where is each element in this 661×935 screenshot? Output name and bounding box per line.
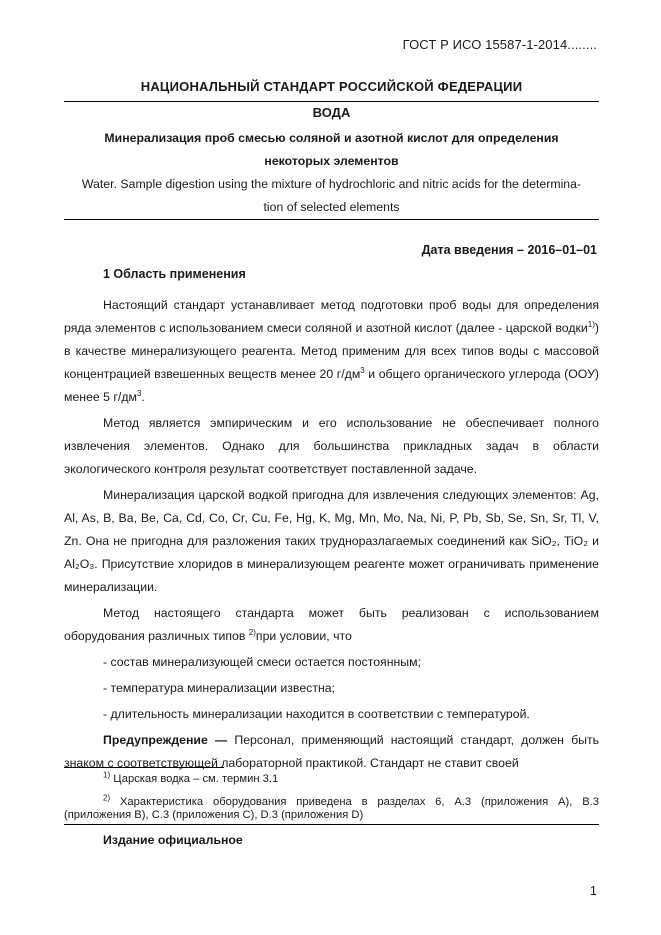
footnote-1 — [64, 770, 599, 786]
paragraph-text: ) в качестве минерализующего реагента. Метод применим для всех типов воды с массовой концентрацией взвешенных веществ менее 20 г/дм — [64, 321, 599, 381]
subtitle-en-line-1: Water. Sample digestion using the mixture of hydrochloric and nitric acids for the determina- — [81, 177, 582, 191]
paragraph-elements: Минерализация царской водкой пригодна для извлечения следующих элементов: Ag, Al, As, B, Ba, Be, Ca, Cd, Co, Cr, Cu, Fe, Hg, K, Mg, Mn, Mo, Na, Ni, P, Pb, Sb, Se, Sn, Sr, Tl, V, Zn. Она не пригодна для разложения таких трудноразлагаемых соединений как SiO₂, TiO₂ и Al₂O₃. Присутствие хлоридов в минерализующем реагенте может ограничивать применение минерализации. — [64, 488, 599, 594]
subtitle-ru-line-2: некоторых элементов — [264, 154, 399, 168]
warning-label: Предупреждение — [103, 733, 208, 747]
document-subtitle-en — [64, 173, 599, 219]
list-item: - температура минерализации известна; — [103, 681, 335, 695]
paragraph-text: и общего органического углерода (ООУ) менее 5 г/дм — [64, 367, 599, 404]
footnote-ref-1: 1) — [587, 319, 595, 329]
paragraph-method-empirical: Метод является эмпирическим и его использование не обеспечивает полного извлечения элементов. Однако для большинства прикладных задач в области экологического контроля результат соответствует поставленной задаче. — [64, 416, 599, 476]
warning-text: Персонал, применяющий настоящий стандарт, должен быть знаком с соответствующей лабораторной практикой. Стандарт не ставит своей — [64, 733, 599, 770]
footnote-mark: 2) — [103, 793, 111, 803]
subtitle-en-line-2: tion of selected elements — [263, 200, 400, 214]
list-item: - длительность минерализации находится в соответствии с температурой. — [103, 707, 530, 721]
subtitle-divider — [64, 219, 599, 220]
edition-divider — [64, 824, 599, 825]
edition-label: Издание официальное — [103, 833, 243, 847]
list-item: - состав минерализующей смеси остается постоянным; — [103, 655, 421, 669]
page-number: 1 — [589, 883, 597, 898]
document-title: ВОДА — [312, 105, 351, 120]
footnote-2 — [64, 793, 599, 822]
paragraph-text: Метод настоящего стандарта может быть реализован с использованием оборудования различных типов — [64, 606, 599, 643]
introduction-date: Дата введения – 2016–01–01 — [421, 243, 597, 257]
footnote-text: Характеристика оборудования приведена в разделах 6, А.3 (приложения А), В.3 (приложения В), С.3 (приложения С), D.3 (приложения D) — [64, 796, 599, 821]
warning-dash: — — [207, 733, 235, 747]
footnote-text: Царская водка – см. термин 3.1 — [110, 773, 279, 785]
superscript: 3 — [136, 388, 142, 398]
paragraph-text: . — [141, 390, 145, 404]
footnote-divider — [64, 767, 224, 768]
section-heading: 1 Область применения — [103, 267, 246, 281]
paragraph-text: при условии, что — [255, 629, 352, 643]
paragraph-text: Настоящий стандарт устанавливает метод подготовки проб воды для определения ряда элементов с использованием смеси соляной и азотной кислот (далее - царской водки — [64, 298, 599, 335]
standard-title: НАЦИОНАЛЬНЫЙ СТАНДАРТ РОССИЙСКОЙ ФЕДЕРАЦИИ — [140, 79, 523, 94]
document-subtitle-ru — [64, 127, 599, 173]
paragraph-scope — [64, 294, 599, 409]
footnote-mark: 1) — [103, 770, 111, 780]
document-code-header: ГОСТ Р ИСО 15587-1-2014........ — [402, 37, 597, 52]
subtitle-ru-line-1: Минерализация проб смесью соляной и азотной кислот для определения — [104, 131, 559, 145]
superscript: 3 — [360, 365, 365, 375]
footnote-ref-2: 2) — [248, 627, 256, 637]
paragraph-equipment — [64, 602, 599, 648]
title-divider — [64, 101, 599, 102]
paragraph-warning — [64, 729, 599, 775]
body-text — [64, 294, 599, 775]
